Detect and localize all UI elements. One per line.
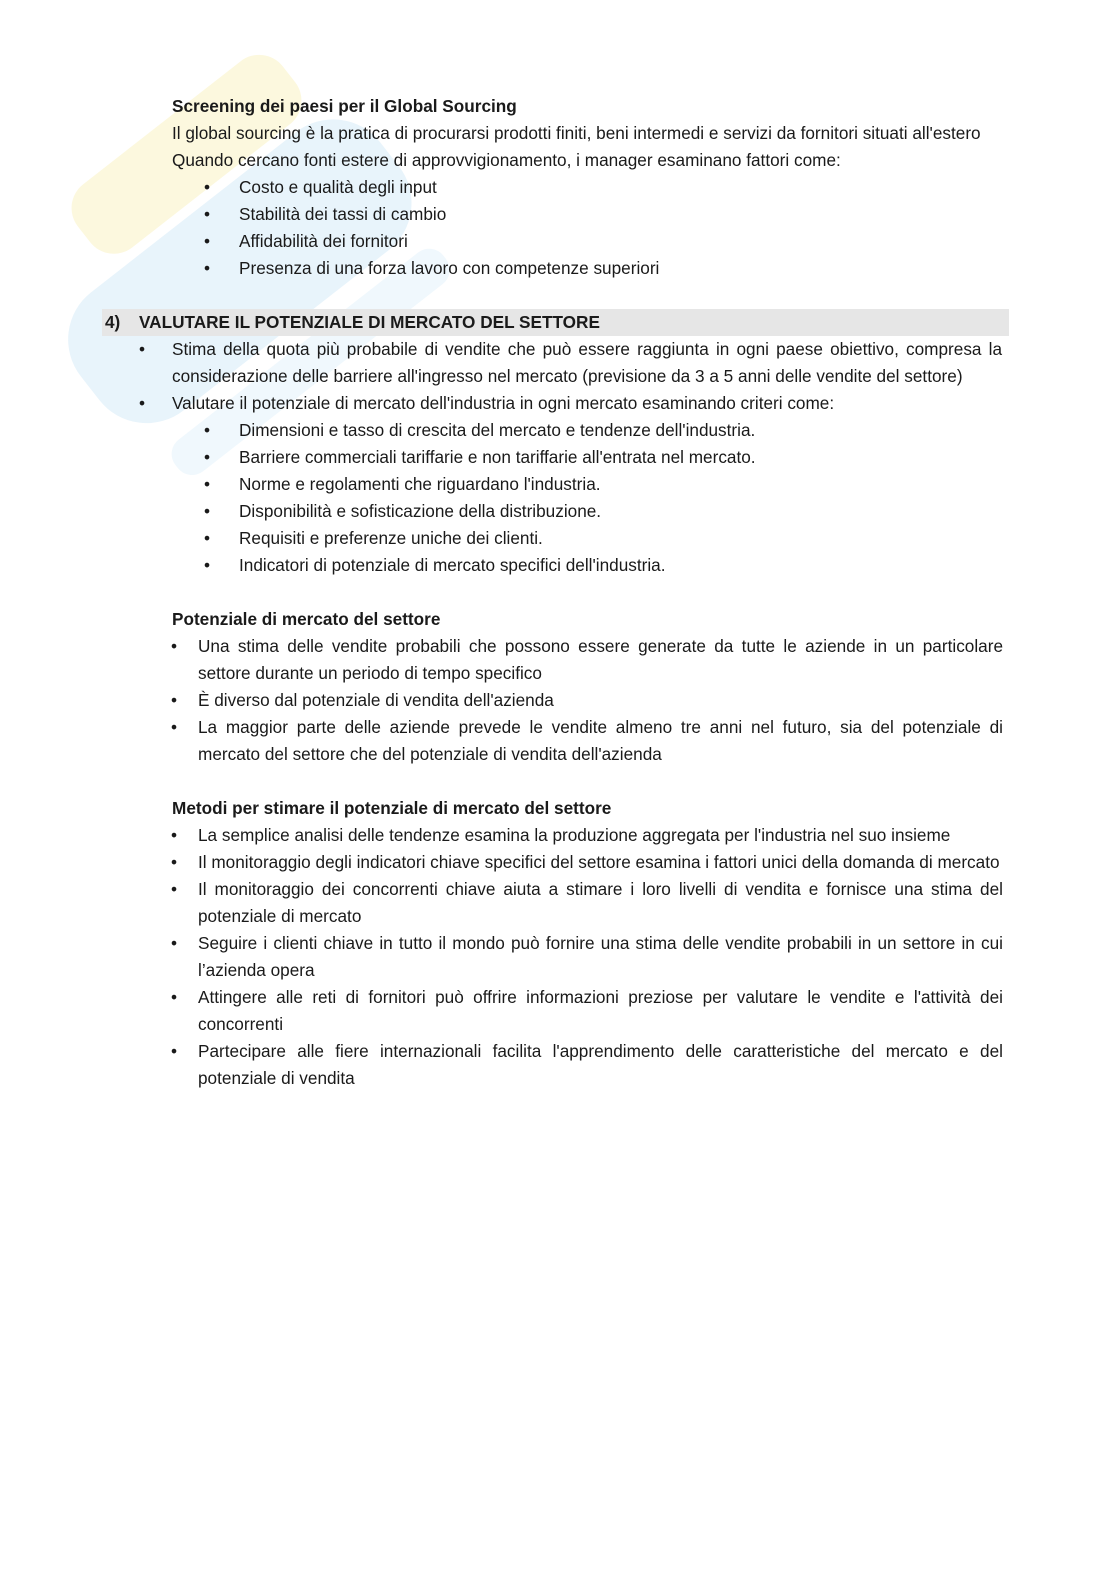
list-item: • Valutare il potenziale di mercato dell'industria in ogni mercato esaminando criteri come: <box>0 390 1002 417</box>
list-item: • Il monitoraggio degli indicatori chiave specifici del settore esamina i fattori unici della domanda di mercato <box>0 849 1003 876</box>
list-item: • Requisiti e preferenze uniche dei clienti. <box>0 525 1009 552</box>
list-item: • Seguire i clienti chiave in tutto il mondo può fornire una stima delle vendite probabili in un settore in cui l’azienda opera <box>0 930 1003 984</box>
list-item: • Disponibilità e sofisticazione della distribuzione. <box>0 498 1009 525</box>
methods-list <box>0 822 1116 1092</box>
list-item: • Partecipare alle fiere internazionali facilita l'apprendimento delle caratteristiche del mercato e del potenziale di vendita <box>0 1038 1003 1092</box>
list-item: • Indicatori di potenziale di mercato specifici dell'industria. <box>0 552 1009 579</box>
bullet-icon: • <box>204 204 211 224</box>
sourcing-lead: Quando cercano fonti estere di approvvigionamento, i manager esaminano fattori come: <box>172 150 841 170</box>
bullet-icon: • <box>139 339 146 359</box>
bullet-icon: • <box>204 231 211 251</box>
bullet-icon: • <box>139 393 146 413</box>
list-item: • Norme e regolamenti che riguardano l'industria. <box>0 471 1009 498</box>
bullet-icon: • <box>171 1041 178 1061</box>
bullet-icon: • <box>171 933 178 953</box>
bullet-icon: • <box>204 420 211 440</box>
bullet-icon: • <box>171 987 178 1007</box>
section-4-criteria <box>0 417 1116 579</box>
potential-section <box>0 606 1116 768</box>
bullet-icon: • <box>204 447 211 467</box>
sourcing-section <box>0 93 1116 282</box>
potential-heading: Potenziale di mercato del settore <box>172 609 441 629</box>
potential-list <box>0 633 1116 768</box>
list-item: • Dimensioni e tasso di crescita del mercato e tendenze dell'industria. <box>0 417 1009 444</box>
document-body <box>0 93 1116 1092</box>
section-4-number: 4) <box>105 312 121 332</box>
list-item: • Il monitoraggio dei concorrenti chiave aiuta a stimare i loro livelli di vendita e fornisce una stima del potenziale di mercato <box>0 876 1003 930</box>
list-item: • La semplice analisi delle tendenze esamina la produzione aggregata per l'industria nel suo insieme <box>0 822 1003 849</box>
bullet-icon: • <box>204 474 211 494</box>
section-4-title: VALUTARE IL POTENZIALE DI MERCATO DEL SETTORE <box>139 312 600 332</box>
bullet-icon: • <box>204 177 211 197</box>
methods-heading: Metodi per stimare il potenziale di mercato del settore <box>172 798 612 818</box>
bullet-icon: • <box>171 852 178 872</box>
section-4-points <box>0 336 1116 417</box>
bullet-icon: • <box>171 825 178 845</box>
list-item: • Affidabilità dei fornitori <box>0 228 1009 255</box>
bullet-icon: • <box>204 555 211 575</box>
bullet-icon: • <box>171 690 178 710</box>
sourcing-intro: Il global sourcing è la pratica di procurarsi prodotti finiti, beni intermedi e servizi da fornitori situati all'estero <box>172 123 981 143</box>
section-4 <box>0 309 1116 579</box>
methods-section <box>0 795 1116 1092</box>
bullet-icon: • <box>204 258 211 278</box>
list-item: • Barriere commerciali tariffarie e non tariffarie all'entrata nel mercato. <box>0 444 1009 471</box>
bullet-icon: • <box>171 879 178 899</box>
list-item: • Costo e qualità degli input <box>0 174 1009 201</box>
sourcing-factors-list <box>0 174 1116 282</box>
bullet-icon: • <box>204 528 211 548</box>
sourcing-heading: Screening dei paesi per il Global Sourcing <box>172 96 517 116</box>
list-item: • È diverso dal potenziale di vendita dell'azienda <box>0 687 1003 714</box>
list-item: • Stima della quota più probabile di vendite che può essere raggiunta in ogni paese obiettivo, compresa la considerazione delle barriere all'ingresso nel mercato (previsione da 3 a 5 anni delle vendite del settore) <box>0 336 1002 390</box>
list-item: • Attingere alle reti di fornitori può offrire informazioni preziose per valutare le vendite e l'attività dei concorrenti <box>0 984 1003 1038</box>
list-item: • Presenza di una forza lavoro con competenze superiori <box>0 255 1009 282</box>
bullet-icon: • <box>204 501 211 521</box>
bullet-icon: • <box>171 636 178 656</box>
list-item: • Stabilità dei tassi di cambio <box>0 201 1009 228</box>
bullet-icon: • <box>171 717 178 737</box>
section-4-heading <box>102 309 1009 336</box>
list-item: • La maggior parte delle aziende prevede le vendite almeno tre anni nel futuro, sia del potenziale di mercato del settore che del potenziale di vendita dell'azienda <box>0 714 1003 768</box>
list-item: • Una stima delle vendite probabili che possono essere generate da tutte le aziende in un particolare settore durante un periodo di tempo specifico <box>0 633 1003 687</box>
